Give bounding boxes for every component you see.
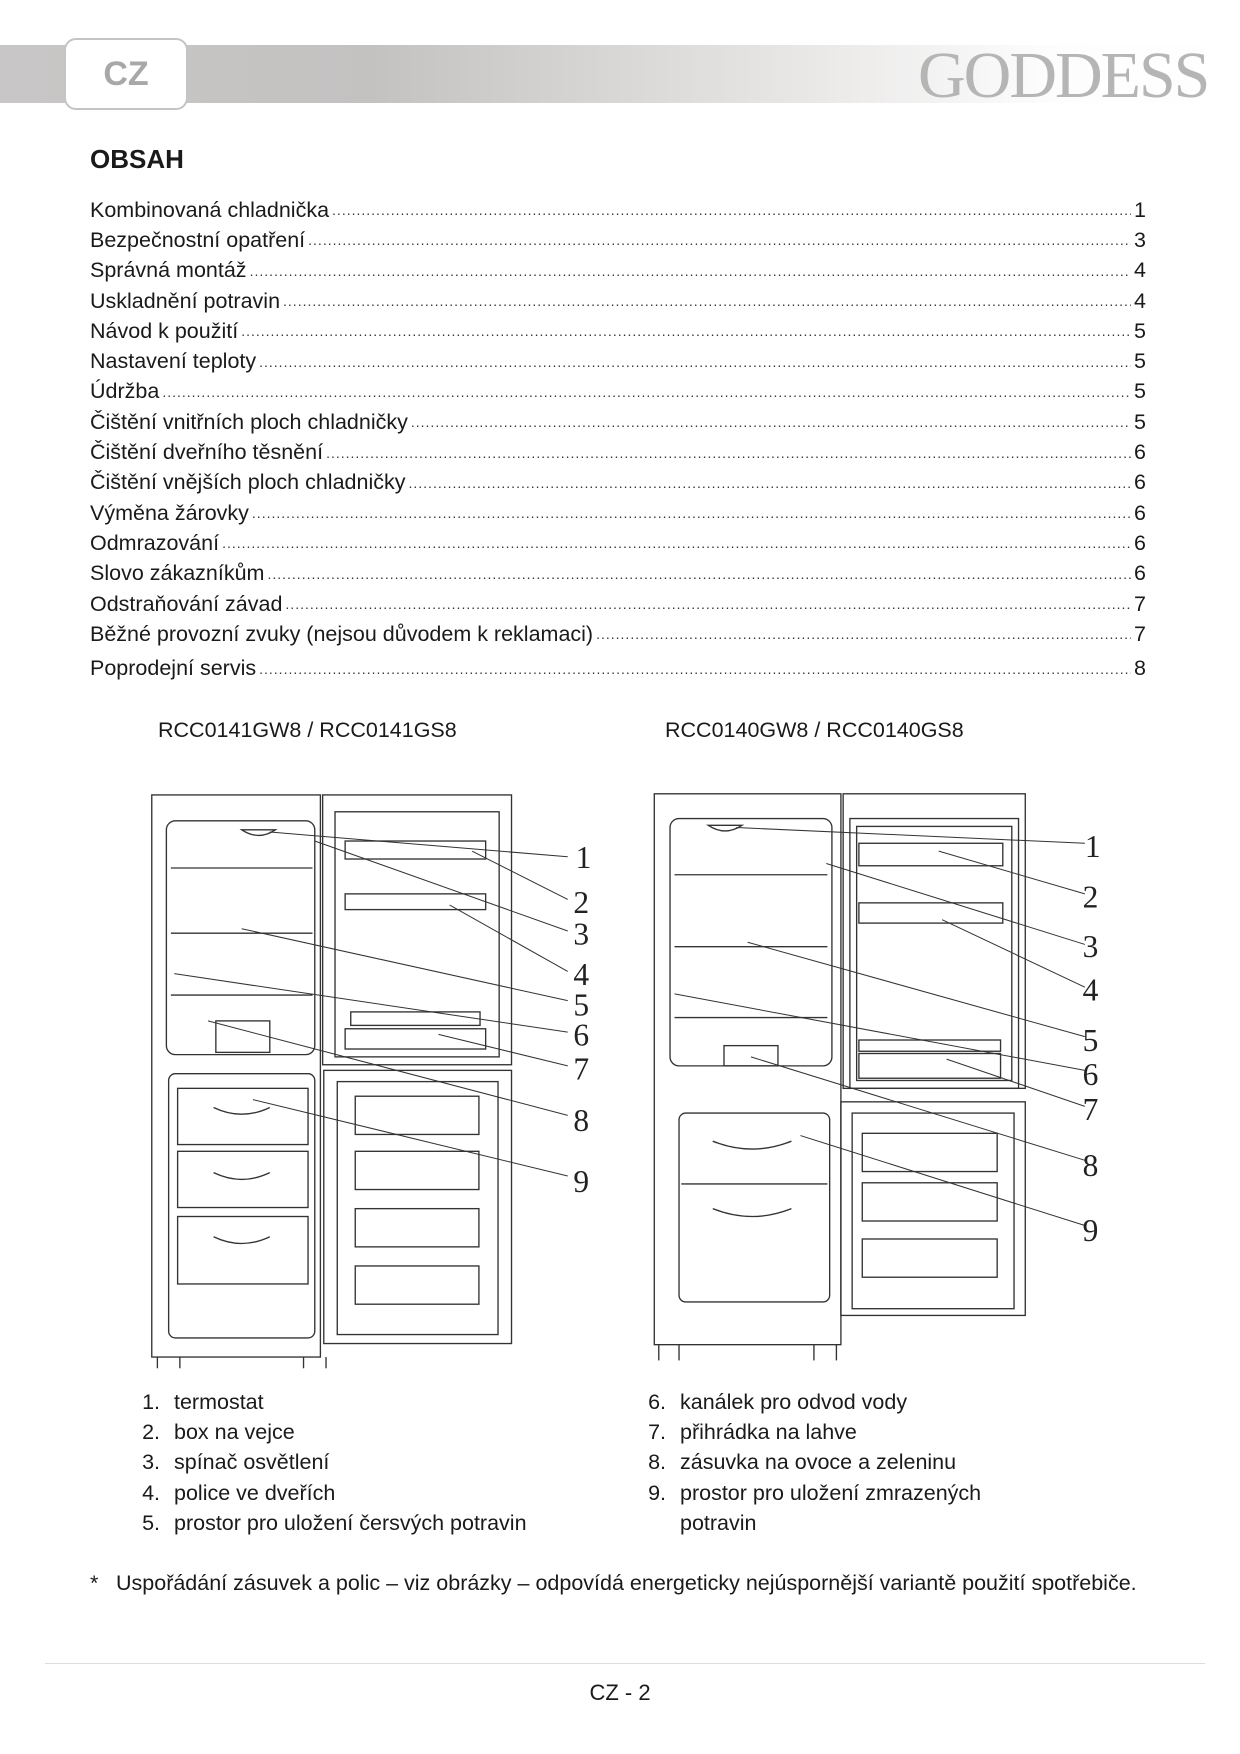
toc-label: Slovo zákazníkům (90, 561, 265, 586)
legend-number: 6. (648, 1389, 666, 1414)
toc-page: 6 (1134, 500, 1146, 525)
toc-page: 6 (1134, 470, 1146, 495)
callout-right-2: 2 (1082, 879, 1099, 915)
toc-page: 3 (1134, 227, 1146, 252)
legend-text: box na vejce (174, 1420, 295, 1445)
legend-text: termostat (174, 1389, 264, 1414)
toc-page: 5 (1134, 349, 1146, 374)
legend-number: 4. (142, 1480, 160, 1505)
toc-label: Čištění dveřního těsnění (90, 440, 324, 465)
legend-left (118, 1387, 527, 1539)
legend-item (118, 1478, 527, 1508)
language-tab: CZ (64, 38, 188, 110)
toc-label: Bezpečnostní opatření (90, 227, 306, 252)
legend-item (118, 1387, 527, 1417)
legend-text: zásuvka na ovoce a zeleninu (680, 1450, 957, 1475)
fridge-diagram-right (654, 794, 1100, 1361)
toc-page: 8 (1134, 656, 1146, 681)
callout-right-8: 8 (1082, 1148, 1099, 1184)
legend-number: 5. (142, 1511, 160, 1536)
toc-page: 5 (1134, 318, 1146, 343)
toc-label: Správná montáž (90, 258, 247, 283)
brand-logo: GODDESS (918, 39, 1209, 112)
toc-label: Kombinovaná chladnička (90, 197, 330, 222)
toc-page: 6 (1134, 440, 1146, 465)
legend-item (624, 1448, 981, 1478)
callout-left-2: 2 (573, 884, 590, 920)
toc-page: 5 (1134, 379, 1146, 404)
callout-right-6: 6 (1082, 1056, 1099, 1092)
legend-item (624, 1478, 981, 1508)
legend-text: potravin (680, 1511, 757, 1536)
page-number: CZ - 2 (589, 1680, 651, 1705)
legend-text: spínač osvětlení (174, 1450, 330, 1475)
legend-item (624, 1387, 981, 1417)
callout-left-9: 9 (573, 1163, 590, 1199)
toc-label: Výměna žárovky (90, 500, 249, 525)
legend-item (118, 1417, 527, 1447)
legend-item (624, 1509, 981, 1539)
toc-label: Čištění vnitřních ploch chladničky (90, 409, 408, 434)
callout-right-1: 1 (1084, 828, 1101, 864)
toc-page: 5 (1134, 409, 1146, 434)
callout-left-6: 6 (573, 1017, 590, 1053)
toc-page: 4 (1134, 288, 1146, 313)
footnote-text: Uspořádání zásuvek a polic – viz obrázky – odpovídá energeticky nejúspornější variantě použití spotřebiče. (116, 1571, 1137, 1595)
callout-left-7: 7 (573, 1051, 590, 1087)
toc-page: 6 (1134, 530, 1146, 555)
toc-label: Nastavení teploty (90, 349, 257, 374)
legend-text: prostor pro uložení čersvých potravin (174, 1511, 527, 1536)
toc-label: Údržba (90, 379, 160, 404)
legend-item (624, 1417, 981, 1447)
footnote-mark: * (90, 1571, 99, 1595)
toc-label: Poprodejní servis (90, 656, 257, 681)
model-title-left: RCC0141GW8 / RCC0141GS8 (158, 718, 457, 742)
toc-label: Návod k použití (90, 318, 239, 343)
toc-page: 7 (1134, 591, 1146, 616)
toc-page: 1 (1134, 197, 1146, 222)
legend-item (118, 1509, 527, 1539)
callout-left-4: 4 (573, 956, 590, 992)
legend-number: 1. (142, 1389, 160, 1414)
footnote (90, 1568, 1150, 1599)
legend-right (624, 1387, 981, 1539)
toc-label: Odmrazování (90, 530, 220, 555)
callout-right-5: 5 (1082, 1023, 1099, 1059)
callout-left-5: 5 (573, 987, 590, 1023)
legend-item (118, 1448, 527, 1478)
callout-right-9: 9 (1082, 1213, 1099, 1249)
legend-number: 7. (648, 1420, 666, 1445)
legend-text: kanálek pro odvod vody (680, 1389, 908, 1414)
toc-page: 6 (1134, 561, 1146, 586)
page-title: OBSAH (90, 144, 184, 174)
callout-right-3: 3 (1082, 928, 1099, 964)
toc-label: Běžné provozní zvuky (nejsou důvodem k reklamaci) (90, 621, 594, 646)
callout-left-3: 3 (573, 916, 590, 952)
footer-divider (45, 1663, 1205, 1664)
callout-right-7: 7 (1082, 1091, 1099, 1127)
callout-right-4: 4 (1082, 972, 1099, 1008)
toc-label: Odstraňování závad (90, 591, 283, 616)
legend-number: 9. (648, 1480, 666, 1505)
fridge-diagram-left (152, 795, 592, 1368)
model-title-right: RCC0140GW8 / RCC0140GS8 (665, 718, 964, 742)
toc-page: 4 (1134, 258, 1146, 283)
callout-left-8: 8 (573, 1103, 590, 1139)
legend-number: 8. (648, 1450, 666, 1475)
legend-text: police ve dveřích (174, 1480, 336, 1505)
legend-number: 2. (142, 1420, 160, 1445)
toc-label: Čištění vnějších ploch chladničky (90, 470, 406, 495)
legend-text: přihrádka na lahve (680, 1420, 857, 1445)
toc-label: Uskladnění potravin (90, 288, 281, 313)
legend-text: prostor pro uložení zmrazených (680, 1480, 982, 1505)
legend-number: 3. (142, 1450, 160, 1475)
toc-page: 7 (1134, 621, 1146, 646)
callout-left-1: 1 (575, 840, 592, 876)
